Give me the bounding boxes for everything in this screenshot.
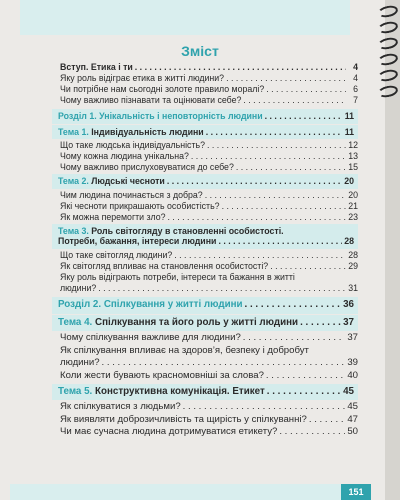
toc-entry[interactable]: людини? . . . 39 [60,357,358,370]
section-heading [52,297,358,314]
toc-entry[interactable]: Які чесноти прикрашають особистість? . . . 21 [60,201,358,212]
toc-entry[interactable]: Чи потрібне нам сьогодні золоте правило моралі? . . . 6 [60,84,358,95]
topic-items [58,190,358,223]
topic-items [58,140,358,173]
toc-entry[interactable]: Чому важливо пізнавати та оцінювати себе? . . . 7 [60,95,358,106]
toc-entry[interactable]: Тема 5. Конструктивна комунікація. Етикет . . . 45 [58,386,354,399]
toc-entry[interactable]: Як виявляти доброзичливість та щирість у спілкуванні? . . . 47 [60,414,358,427]
toc-entry[interactable]: Розділ 1. Унікальність і неповторність людини . . . 11 [58,111,354,122]
topic-heading [52,384,358,401]
toc-entry[interactable]: людини? . . . 31 [60,283,358,294]
topic-items [58,250,358,294]
topic-items [58,332,358,382]
toc-entry[interactable]: Тема 1. Індивідуальність людини . . . 11 [58,127,354,138]
binding-ring [377,84,399,99]
section-heading [52,109,358,124]
toc-entry[interactable]: Як світогляд впливає на становлення особистості? . . . 29 [60,261,358,272]
topic-heading [52,315,358,332]
lower-block [58,297,358,439]
toc-entry[interactable]: Потреби, бажання, інтереси людини . . . 28 [58,236,354,247]
toc-entry[interactable]: Коли жести бувають красномовніші за слова? . . . 40 [60,370,358,383]
binding-ring [377,36,399,51]
topic-items [58,401,358,439]
toc-entry[interactable]: Як спілкуватися з людьми? . . . 45 [60,401,358,414]
toc-entry[interactable]: Чому спілкування важливе для людини? . . . 37 [60,332,358,345]
toc-entry[interactable]: Чому важливо прислуховуватися до себе? . . . 15 [60,162,358,173]
toc-entry[interactable]: Тема 4. Спілкування та його роль у житті людини . . . 37 [58,317,354,330]
toc-entry[interactable]: Чи має сучасна людина дотримуватися етикету? . . . 50 [60,426,358,439]
toc-entry[interactable]: Що таке світогляд людини? . . . 28 [60,250,358,261]
binding-ring [377,52,399,67]
header-band [20,0,350,35]
toc-entry[interactable]: Розділ 2. Спілкування у житті людини . . . 36 [58,299,354,312]
toc-entry[interactable]: Що таке людська індивідуальність? . . . 12 [60,140,358,151]
toc-entry[interactable]: Чим людина починається з добра? . . . 20 [60,190,358,201]
toc-entry-line: Як спілкування впливає на здоров’я, безпеку і добробут [60,344,309,356]
topic-heading [52,125,358,140]
toc-entry[interactable]: Вступ. Етика і ти . . . 4 [60,62,358,73]
intro-group [58,62,358,106]
binding-ring [377,68,399,83]
toc-entry[interactable]: Чому кожна людина унікальна? . . . 13 [60,151,358,162]
topic-heading [52,174,358,189]
toc-entry-line: Тема 3. Роль світогляду в становленні особистості. [58,225,284,236]
binding-ring [377,20,399,35]
toc-entry-line: Яку роль відіграють потреби, інтереси та бажання в житті [60,271,295,282]
page-title: Зміст [181,43,219,59]
table-of-contents [58,62,358,440]
page-number: 151 [341,484,371,500]
footer-band [10,484,370,500]
spiral-binding [378,0,400,500]
toc-entry[interactable]: Як можна перемогти зло? . . . 23 [60,212,358,223]
toc-entry[interactable]: Тема 2. Людські чесноти . . . 20 [58,176,354,187]
binding-ring [377,4,399,19]
toc-entry[interactable]: Яку роль відіграє етика в житті людини? . . . 4 [60,73,358,84]
topic-heading [52,224,358,249]
